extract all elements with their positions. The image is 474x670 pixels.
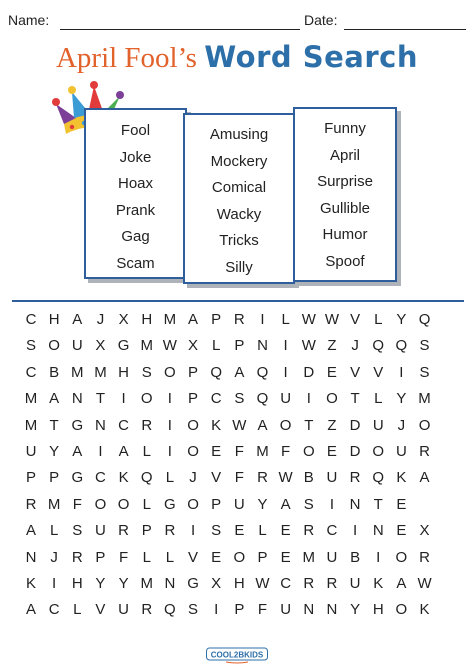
grid-letter[interactable]: S xyxy=(211,522,222,540)
name-label: Name: xyxy=(8,12,50,28)
grid-letter[interactable]: L xyxy=(142,548,151,566)
grid-letter[interactable]: W xyxy=(278,469,293,487)
grid-letter[interactable]: Q xyxy=(256,363,269,381)
grid-row xyxy=(0,522,474,548)
grid-letter[interactable]: A xyxy=(25,601,36,619)
grid-letter[interactable]: C xyxy=(118,416,130,434)
word-list-item: Tricks xyxy=(219,232,259,250)
grid-letter[interactable]: A xyxy=(419,469,430,487)
grid-letter[interactable]: H xyxy=(48,311,60,328)
grid-letter[interactable]: R xyxy=(326,575,338,592)
grid-letter[interactable]: O xyxy=(233,548,246,566)
grid-letter[interactable]: N xyxy=(372,522,384,540)
grid-letter[interactable]: R xyxy=(141,416,153,434)
grid-letter[interactable]: W xyxy=(232,416,247,434)
title-part-1: April Fool’s xyxy=(55,42,205,74)
grid-letter[interactable]: J xyxy=(351,337,359,355)
grid-letter[interactable]: O xyxy=(94,495,107,513)
grid-letter[interactable]: N xyxy=(95,416,106,434)
grid-letter[interactable]: I xyxy=(329,495,335,513)
grid-letter[interactable]: H xyxy=(141,311,153,328)
grid-letter[interactable]: O xyxy=(140,390,153,408)
grid-letter[interactable]: W xyxy=(301,311,316,328)
grid-letter[interactable]: O xyxy=(395,548,408,566)
header-fields xyxy=(8,10,468,34)
grid-letter[interactable]: E xyxy=(280,522,291,540)
grid-letter[interactable]: A xyxy=(118,443,129,460)
grid-letter[interactable]: C xyxy=(326,522,338,540)
grid-letter[interactable]: V xyxy=(350,311,361,328)
grid-letter[interactable]: I xyxy=(167,416,172,434)
grid-letter[interactable]: V xyxy=(350,363,361,381)
grid-letter[interactable]: Q xyxy=(256,390,269,408)
grid-letter[interactable]: Q xyxy=(210,363,223,381)
grid-letter[interactable]: X xyxy=(118,311,129,328)
cool2bkids-logo xyxy=(206,646,268,664)
grid-letter[interactable]: C xyxy=(280,575,292,592)
grid-letter[interactable]: S xyxy=(25,337,36,355)
grid-letter[interactable]: R xyxy=(164,522,176,540)
grid-letter[interactable]: F xyxy=(234,469,244,487)
grid-letter[interactable]: N xyxy=(25,548,37,566)
grid-row xyxy=(0,575,474,601)
grid-letter[interactable]: P xyxy=(95,548,106,566)
grid-letter[interactable]: C xyxy=(210,390,222,408)
grid-letter[interactable]: R xyxy=(419,548,430,566)
grid-letter[interactable]: Q xyxy=(372,469,385,487)
grid-letter[interactable]: A xyxy=(49,390,60,408)
grid-letter[interactable]: X xyxy=(419,522,430,540)
grid-letter[interactable]: O xyxy=(395,601,408,619)
grid-letter[interactable]: I xyxy=(167,443,172,460)
grid-letter[interactable]: E xyxy=(326,363,337,381)
grid-letter[interactable]: A xyxy=(188,311,199,328)
grid-letter[interactable]: P xyxy=(234,337,245,355)
grid-letter[interactable]: H xyxy=(118,363,130,381)
grid-letter[interactable]: O xyxy=(48,337,60,355)
grid-letter[interactable]: R xyxy=(71,548,83,566)
grid-letter[interactable]: T xyxy=(373,495,383,513)
grid-letter[interactable]: U xyxy=(372,416,384,434)
grid-letter[interactable]: O xyxy=(187,416,199,434)
grid-letter[interactable]: Y xyxy=(350,601,361,619)
grid-letter[interactable]: U xyxy=(233,495,245,513)
grid-letter[interactable]: A xyxy=(257,416,268,434)
grid-letter[interactable]: I xyxy=(167,390,172,408)
grid-letter[interactable]: V xyxy=(211,469,222,487)
grid-letter[interactable]: L xyxy=(212,337,221,355)
grid-row xyxy=(0,311,474,337)
grid-letter[interactable]: C xyxy=(25,311,37,328)
grid-letter[interactable]: G xyxy=(117,337,130,355)
grid-letter[interactable]: T xyxy=(304,416,314,434)
grid-letter[interactable]: B xyxy=(49,363,60,381)
grid-letter[interactable]: I xyxy=(306,390,311,408)
grid-row xyxy=(0,549,474,575)
grid-letter[interactable]: O xyxy=(372,443,385,460)
word-list-item: Mockery xyxy=(210,152,268,170)
grid-letter[interactable]: G xyxy=(164,495,176,513)
grid-letter[interactable]: P xyxy=(257,548,268,566)
grid-letter[interactable]: O xyxy=(187,443,199,460)
grid-letter[interactable]: W xyxy=(162,337,177,355)
grid-letter[interactable]: O xyxy=(418,416,431,434)
logo-text: COOL2BKIDS xyxy=(210,650,264,660)
grid-letter[interactable]: R xyxy=(349,469,361,487)
word-list-box-2 xyxy=(183,113,295,284)
grid-letter[interactable]: U xyxy=(118,601,130,619)
grid-letter[interactable]: K xyxy=(419,601,430,619)
grid-row xyxy=(0,364,474,390)
grid-letter[interactable]: R xyxy=(257,469,268,487)
logo-mark xyxy=(206,646,268,664)
grid-letter[interactable]: M xyxy=(302,548,316,566)
grid-letter[interactable]: C xyxy=(25,363,37,381)
grid-letter[interactable]: M xyxy=(256,443,269,460)
grid-letter[interactable]: C xyxy=(95,469,106,487)
grid-letter[interactable]: P xyxy=(141,522,152,540)
word-list-item: Hoax xyxy=(117,175,154,193)
grid-letter[interactable]: K xyxy=(373,575,384,592)
grid-letter[interactable]: O xyxy=(187,495,199,513)
grid-letter[interactable]: Q xyxy=(372,337,385,355)
grid-letter[interactable]: W xyxy=(417,575,432,592)
grid-letter[interactable]: L xyxy=(165,469,175,487)
grid-letter[interactable]: K xyxy=(118,469,129,487)
grid-letter[interactable]: E xyxy=(234,522,245,540)
grid-letter[interactable]: T xyxy=(350,390,360,408)
grid-row xyxy=(0,469,474,495)
grid-letter[interactable]: J xyxy=(397,416,406,434)
grid-letter[interactable]: N xyxy=(257,337,268,355)
grid-letter[interactable]: Q xyxy=(164,601,176,619)
grid-letter[interactable]: R xyxy=(233,311,245,328)
word-list-item: April xyxy=(329,146,360,164)
grid-letter[interactable]: S xyxy=(419,363,430,381)
grid-letter[interactable]: S xyxy=(141,363,152,381)
grid-letter[interactable]: K xyxy=(211,416,222,434)
grid-letter[interactable]: E xyxy=(326,443,337,460)
word-list-item: Gag xyxy=(121,228,150,246)
grid-letter[interactable]: Y xyxy=(95,575,106,592)
grid-letter[interactable]: M xyxy=(24,416,38,434)
title-part-2: Word Search xyxy=(204,40,419,74)
grid-letter[interactable]: P xyxy=(211,311,222,328)
grid-letter[interactable]: K xyxy=(25,575,36,592)
grid-letter[interactable]: P xyxy=(234,601,245,619)
grid-letter[interactable]: K xyxy=(396,469,407,487)
grid-letter[interactable]: X xyxy=(211,575,222,592)
grid-letter[interactable]: I xyxy=(283,363,288,381)
grid-letter[interactable]: U xyxy=(280,601,292,619)
grid-row xyxy=(0,417,474,443)
word-list-item: Gullible xyxy=(319,199,371,217)
grid-row xyxy=(0,601,474,627)
word-list-item: Comical xyxy=(211,179,267,197)
word-list-item: Amusing xyxy=(209,126,269,143)
grid-letter[interactable]: U xyxy=(25,443,37,460)
grid-letter[interactable]: F xyxy=(281,443,291,460)
grid-row xyxy=(0,337,474,363)
word-list-item: Humor xyxy=(322,226,368,244)
grid-row xyxy=(0,390,474,416)
grid-letter[interactable]: U xyxy=(326,548,338,566)
grid-letter[interactable]: A xyxy=(72,443,83,460)
grid-letter[interactable]: H xyxy=(372,601,384,619)
grid-letter[interactable]: I xyxy=(52,575,57,592)
grid-letter[interactable]: M xyxy=(47,495,61,513)
grid-letter[interactable]: Z xyxy=(327,416,337,434)
grid-letter[interactable]: T xyxy=(95,390,106,408)
grid-letter[interactable]: Q xyxy=(395,337,408,355)
grid-letter[interactable]: E xyxy=(396,522,407,540)
grid-letter[interactable]: U xyxy=(349,575,361,592)
grid-letter[interactable]: R xyxy=(419,443,430,460)
grid-letter[interactable]: O xyxy=(164,363,176,381)
grid-letter[interactable]: W xyxy=(301,337,316,355)
grid-letter[interactable]: S xyxy=(234,390,245,408)
grid-letter[interactable]: O xyxy=(302,443,315,460)
grid-letter[interactable]: W xyxy=(324,311,340,328)
grid-letter[interactable]: F xyxy=(234,443,244,460)
grid-letter[interactable]: U xyxy=(95,522,106,540)
page-title xyxy=(0,40,474,75)
word-list-item: Spoof xyxy=(325,252,365,270)
grid-letter[interactable]: D xyxy=(349,443,361,460)
grid-letter[interactable]: Z xyxy=(327,337,337,355)
date-label: Date: xyxy=(304,12,338,28)
grid-letter[interactable]: N xyxy=(164,575,176,592)
word-list-item: Prank xyxy=(115,201,156,219)
word-list-item: Funny xyxy=(324,120,366,137)
word-list-item: Joke xyxy=(119,148,152,166)
grid-letter[interactable]: I xyxy=(376,548,381,566)
grid-letter[interactable]: Y xyxy=(396,390,407,408)
grid-letter[interactable]: V xyxy=(188,548,199,566)
grid-letter[interactable]: B xyxy=(350,548,361,566)
grid-letter[interactable]: L xyxy=(281,311,290,328)
grid-letter[interactable]: N xyxy=(71,390,83,408)
grid-letter[interactable]: M xyxy=(140,575,153,592)
grid-letter[interactable]: O xyxy=(326,390,338,408)
grid-letter[interactable]: N xyxy=(303,601,315,619)
grid-letter[interactable]: B xyxy=(303,469,314,487)
date-line[interactable] xyxy=(344,29,466,30)
grid-letter[interactable]: G xyxy=(71,416,84,434)
grid-letter[interactable]: X xyxy=(188,337,199,355)
grid-letter[interactable]: V xyxy=(95,601,106,619)
grid-letter[interactable]: I xyxy=(399,363,404,381)
grid-letter[interactable]: I xyxy=(121,390,126,408)
grid-letter[interactable]: L xyxy=(165,548,175,566)
grid-letter[interactable]: L xyxy=(374,311,383,328)
grid-letter[interactable]: L xyxy=(374,390,383,408)
grid-letter[interactable]: E xyxy=(211,548,222,566)
grid-letter[interactable]: O xyxy=(279,416,292,434)
grid-letter[interactable]: X xyxy=(95,337,106,355)
grid-letter[interactable]: M xyxy=(140,337,153,355)
grid-letter[interactable]: Q xyxy=(418,311,431,328)
grid-row xyxy=(0,496,474,522)
grid-letter[interactable]: E xyxy=(280,548,291,566)
grid-letter[interactable]: F xyxy=(72,495,82,513)
grid-letter[interactable]: J xyxy=(189,469,197,487)
grid-letter[interactable]: S xyxy=(303,495,314,513)
grid-letter[interactable]: L xyxy=(258,522,267,540)
grid-letter[interactable]: I xyxy=(98,443,103,460)
grid-letter[interactable]: P xyxy=(211,495,222,513)
grid-letter[interactable]: T xyxy=(49,416,59,434)
grid-letter[interactable]: V xyxy=(373,363,384,381)
grid-letter[interactable]: U xyxy=(280,390,292,408)
grid-letter[interactable]: R xyxy=(25,495,37,513)
grid-letter[interactable]: E xyxy=(396,495,407,513)
grid-letter[interactable]: P xyxy=(188,363,199,381)
grid-letter[interactable]: A xyxy=(396,575,407,592)
word-list-box-1 xyxy=(84,108,187,279)
grid-letter[interactable]: R xyxy=(118,522,130,540)
grid-letter[interactable]: M xyxy=(71,363,84,381)
grid-letter[interactable]: M xyxy=(163,311,177,328)
grid-letter[interactable]: A xyxy=(72,311,83,328)
grid-letter[interactable]: P xyxy=(25,469,36,487)
grid-letter[interactable]: M xyxy=(24,390,38,408)
grid-letter[interactable]: O xyxy=(117,495,130,513)
grid-letter[interactable]: U xyxy=(326,469,338,487)
grid-letter[interactable]: H xyxy=(71,575,83,592)
grid-letter[interactable]: M xyxy=(418,390,431,408)
grid-letter[interactable]: M xyxy=(94,363,107,381)
grid-letter[interactable]: P xyxy=(188,390,199,408)
grid-letter[interactable]: I xyxy=(283,337,288,355)
name-line[interactable] xyxy=(60,29,300,30)
grid-letter[interactable]: I xyxy=(260,311,265,328)
grid-letter[interactable]: I xyxy=(214,601,219,619)
grid-letter[interactable]: Y xyxy=(118,575,129,592)
grid-letter[interactable]: E xyxy=(211,443,222,460)
grid-letter[interactable]: S xyxy=(72,522,83,540)
grid-letter[interactable]: I xyxy=(190,522,196,540)
grid-letter[interactable]: N xyxy=(326,601,338,619)
grid-letter[interactable]: L xyxy=(49,522,59,540)
grid-letter[interactable]: H xyxy=(233,575,245,592)
grid-letter[interactable]: J xyxy=(50,548,58,566)
grid-letter[interactable]: F xyxy=(257,601,268,619)
grid-letter[interactable]: A xyxy=(25,522,36,540)
grid-letter[interactable]: L xyxy=(142,495,151,513)
grid-letter[interactable]: N xyxy=(349,495,361,513)
grid-letter[interactable]: R xyxy=(141,601,153,619)
grid-letter[interactable]: C xyxy=(48,601,60,619)
word-list-item: Silly xyxy=(225,258,253,276)
grid-letter[interactable]: U xyxy=(71,337,83,355)
grid-letter[interactable]: S xyxy=(188,601,199,619)
grid-letter[interactable]: Y xyxy=(396,311,407,328)
grid-letter[interactable]: J xyxy=(96,311,105,328)
grid-letter[interactable]: L xyxy=(142,443,151,460)
word-list-item: Wacky xyxy=(216,205,262,223)
grid-letter[interactable]: I xyxy=(353,522,358,540)
grid-letter[interactable]: G xyxy=(187,575,199,592)
word-list-item: Fool xyxy=(120,122,151,139)
divider-line xyxy=(12,300,464,302)
word-list-item: Scam xyxy=(116,254,155,272)
word-list-item: Surprise xyxy=(317,173,373,191)
grid-letter[interactable]: W xyxy=(255,575,270,592)
grid-letter[interactable]: S xyxy=(419,337,430,355)
grid-letter[interactable]: Y xyxy=(49,443,60,460)
grid-letter[interactable]: D xyxy=(303,363,315,381)
grid-letter[interactable]: Q xyxy=(140,469,153,487)
grid-letter[interactable]: L xyxy=(73,601,82,619)
grid-letter[interactable]: R xyxy=(303,522,315,540)
grid-letter[interactable]: A xyxy=(280,495,291,513)
grid-letter[interactable]: Y xyxy=(257,495,268,513)
grid-letter[interactable]: R xyxy=(303,575,315,592)
grid-row xyxy=(0,443,474,469)
grid-letter[interactable]: P xyxy=(49,469,60,487)
grid-letter[interactable]: G xyxy=(71,469,84,487)
grid-letter[interactable]: A xyxy=(234,363,245,381)
grid-letter[interactable]: D xyxy=(349,416,361,434)
grid-letter[interactable]: F xyxy=(119,548,129,566)
word-list-box-3 xyxy=(293,107,397,282)
grid-letter[interactable]: U xyxy=(395,443,407,460)
